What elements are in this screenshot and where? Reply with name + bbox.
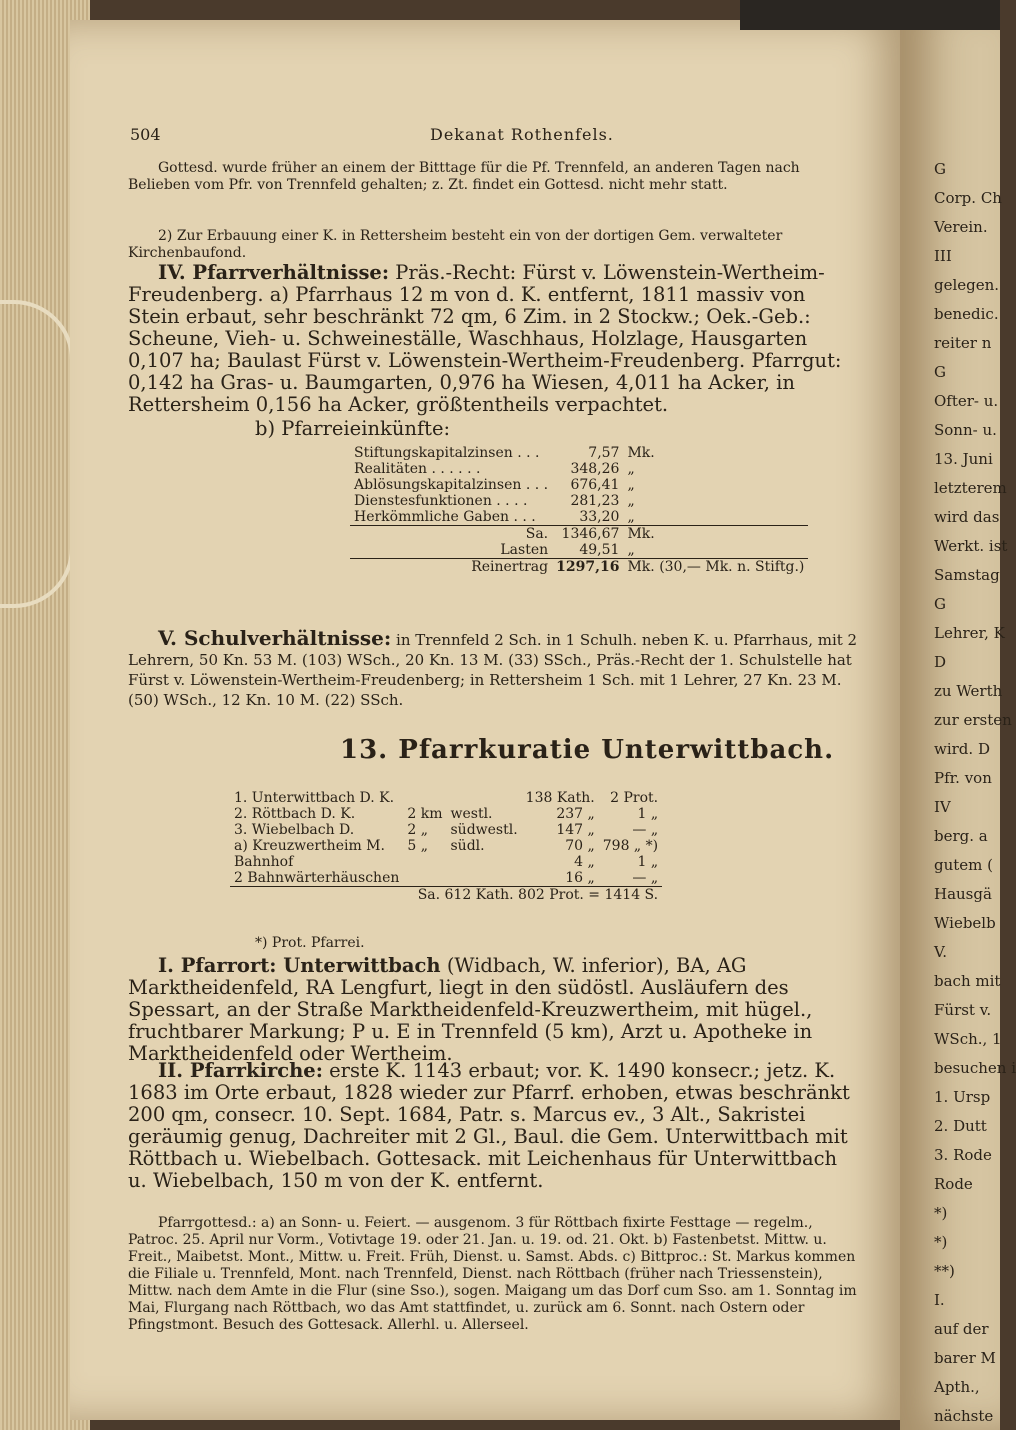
population-row: 2. Röttbach D. K. 2 km westl. 237 „ 1 „	[234, 806, 659, 822]
running-title: Dekanat Rothenfels.	[430, 125, 614, 144]
population-row: 3. Wiebelbach D. 2 „ südwestl. 147 „ — „	[234, 822, 659, 838]
section-13-title: 13. Pfarrkuratie Unterwittbach.	[340, 735, 835, 765]
income-table	[350, 445, 808, 575]
footnote: *) Prot. Pfarrei.	[255, 935, 365, 951]
adjacent-page-fragment: Verein.	[934, 218, 988, 236]
pfarrkirche-label: II. Pfarrkirche:	[158, 1059, 323, 1082]
section-v-text: in Trennfeld 2 Sch. in 1 Schulh. neben K. u. Pfarrhaus, mit 2 Lehrern, 50 Kn. 53 M. (103) WSch., 20 Kn. 13 M. (33) SSch., Präs.-Recht der 1. Schulstelle hat Fürst v. Löwenstein-Wertheim-Freudenberg; in Rettersheim 1 Sch. mit 1 Lehrer, 27 Kn. 23 M. (50) WSch., 12 Kn. 10 M. (22) SSch.	[128, 631, 858, 709]
adjacent-page-fragment: *)	[934, 1233, 948, 1251]
adjacent-page-fragment: 3. Rode	[934, 1146, 992, 1164]
adjacent-page-fragment: Corp. Ch	[934, 189, 1002, 207]
income-row: Realitäten . . . . . . 348,26 „	[354, 461, 635, 477]
adjacent-page-fragment: Apth.,	[934, 1378, 980, 1396]
adjacent-page	[900, 0, 1016, 1430]
pfarrkirche-text: erste K. 1143 erbaut; vor. K. 1490 konsecr.; jetz. K. 1683 im Orte erbaut, 1828 wieder zur Pfarrf. erhoben, etwas beschränkt 200 qm, consecr. 10. Sept. 1684, Patr. s. Marcus ev., 3 Alt., Sakristei geräumig genug, Dachreiter mit 2 Gl., Baul. die Gem. Unterwittbach mit Röttbach u. Wiebelbach. Gottesack. mit Leichenhaus für Unterwittbach u. Wiebelbach, 150 m von der K. entfernt.	[128, 1059, 850, 1192]
adjacent-page-fragment: Pfr. von	[934, 769, 992, 787]
adjacent-page-fragment: III	[934, 247, 952, 265]
adjacent-page-fragment: Wiebelb	[934, 914, 996, 932]
pfarrkirche-paragraph	[128, 1060, 858, 1192]
pfarrort-text: (Widbach, W. inferior), BA, AG Marktheidenfeld, RA Lengfurt, liegt in den südöstl. Ausläufern des Spessart, an der Straße Marktheidenfeld-Kreuzwertheim, mit hügel., fruchtbarer Markung; P u. E in Trennfeld (5 km), Arzt u. Apotheke in Marktheidenfeld oder Wertheim.	[128, 954, 813, 1065]
population-row: 2 Bahnwärterhäuschen 16 „ — „	[234, 870, 659, 886]
adjacent-page-fragment: nächste	[934, 1407, 994, 1425]
adjacent-page-fragment: besuchen i	[934, 1059, 1016, 1077]
adjacent-page-fragment: **)	[934, 1262, 955, 1280]
adjacent-page-fragment: D	[934, 653, 947, 671]
adjacent-page-fragment: WSch., 1	[934, 1030, 1002, 1048]
adjacent-page-fragment: wird. D	[934, 740, 990, 758]
adjacent-page-fragment: G	[934, 595, 946, 613]
adjacent-page-fragment: 13. Juni	[934, 450, 993, 468]
section-iv	[128, 262, 858, 416]
income-row: Stiftungskapitalzinsen . . . 7,57 Mk.	[354, 445, 655, 461]
adjacent-page-fragment: barer M	[934, 1349, 996, 1367]
population-table	[230, 790, 662, 903]
gottesdienst-paragraph: Pfarrgottesd.: a) an Sonn- u. Feiert. — ausgenom. 3 für Röttbach fixirte Festtage — regelm., Patroc. 25. April nur Vorm., Votivtage 19. oder 21. Jan. u. 19. od. 21. Okt. b) Fastenbetst. Mittw. u. Freit., Maibetst. Mont., Mittw. u. Freit. Früh, Dienst. u. Samst. Abds. c) Bittproc.: St. Markus kommen die Filiale u. Trennfeld, Mont. nach Trennfeld, Dienst. nach Röttbach (früher nach Triessenstein), Mittw. nach dem Amte in die Flur (sine Sso.), sogen. Maigang um das Dorf cum Sso. am 1. Sonntag im Mai, Flurgang nach Röttbach, wo das Amt stattfindet, u. zurück am 6. Sonnt. nach Ostern oder Pfingstmont. Besuch des Gottesack. Allerhl. u. Allerseel.	[128, 1215, 857, 1333]
adjacent-page-fragment: V.	[934, 943, 947, 961]
adjacent-page-fragment: bach mit	[934, 972, 1001, 990]
income-row: Herkömmliche Gaben . . . 33,20 „	[354, 509, 635, 525]
income-lasten-row: Lasten 49,51 „	[500, 542, 635, 558]
adjacent-page-fragment: gelegen.	[934, 276, 1000, 294]
section-iv-label: IV. Pfarrverhältnisse:	[158, 261, 390, 284]
pfarrort-paragraph	[128, 955, 858, 1065]
adjacent-page-fragment: letzterem	[934, 479, 1007, 497]
bookmark-ribbon	[0, 300, 74, 608]
adjacent-page-fragment: G	[934, 363, 946, 381]
note-1: Gottesd. wurde früher an einem der Bitttage für die Pf. Trennfeld, an anderen Tagen nach Belieben vom Pfr. von Trennfeld gehalten; z. Zt. findet ein Gottesd. nicht mehr statt.	[128, 160, 800, 193]
note-2: 2) Zur Erbauung einer K. in Rettersheim besteht ein von der dortigen Gem. verwalteter Kirchenbaufond.	[128, 228, 783, 261]
population-total-row: Sa. 612 Kath. 802 Prot. = 1414 S.	[230, 887, 662, 904]
population-row: a) Kreuzwertheim M. 5 „ südl. 70 „ 798 „ *)	[234, 838, 659, 854]
adjacent-page-fragment: 2. Dutt	[934, 1117, 987, 1135]
adjacent-page-fragment: reiter n	[934, 334, 992, 352]
adjacent-page-fragment: zur ersten	[934, 711, 1012, 729]
adjacent-page-fragment: *)	[934, 1204, 948, 1222]
adjacent-page-fragment: Hausgä	[934, 885, 992, 903]
population-row: 1. Unterwittbach D. K. 138 Kath. 2 Prot.	[234, 790, 659, 806]
section-iv-text: Präs.-Recht: Fürst v. Löwenstein-Wertheim-Freudenberg. a) Pfarrhaus 12 m von d. K. entfernt, 1811 massiv von Stein erbaut, sehr beschränkt 72 qm, 6 Zim. in 2 Stockw.; Oek.-Geb.: Scheune, Vieh- u. Schweineställe, Waschhaus, Holzlage, Hausgarten 0,107 ha; Baulast Fürst v. Löwenstein-Wertheim-Freudenberg. Pfarrgut: 0,142 ha Gras- u. Baumgarten, 0,976 ha Wiesen, 4,011 ha Acker, in Rettersheim 0,156 ha Acker, größtentheils verpachtet.	[128, 261, 842, 416]
adjacent-page-fragment: gutem (	[934, 856, 994, 874]
adjacent-page-fragment: wird das	[934, 508, 1000, 526]
adjacent-page-fragment: Lehrer, K	[934, 624, 1005, 642]
income-row: Ablösungskapitalzinsen . . . 676,41 „	[354, 477, 635, 493]
adjacent-page-fragment: Rode	[934, 1175, 973, 1193]
adjacent-page-fragment: I.	[934, 1291, 945, 1309]
adjacent-page-fragment: IV	[934, 798, 951, 816]
adjacent-page-fragment: 1. Ursp	[934, 1088, 991, 1106]
population-row: Bahnhof 4 „ 1 „	[234, 854, 659, 870]
income-title: b) Pfarreieinkünfte:	[255, 417, 451, 440]
income-sum-row: Sa. 1346,67 Mk.	[350, 526, 808, 543]
adjacent-page-fragment: Samstag	[934, 566, 1000, 584]
adjacent-page-fragment: berg. a	[934, 827, 988, 845]
pfarrort-label: I. Pfarrort: Unterwittbach	[158, 954, 441, 977]
scanner-clip	[740, 0, 1000, 30]
income-row: Dienstesfunktionen . . . . 281,23 „	[354, 493, 635, 509]
adjacent-page-fragment: Fürst v.	[934, 1001, 992, 1019]
income-rein-row: Reinertrag 1297,16 Mk. (30,— Mk. n. Stiftg.)	[350, 559, 808, 576]
adjacent-page-fragment: Werkt. ist	[934, 537, 1008, 555]
section-v-label: V. Schulverhältnisse:	[158, 626, 392, 650]
section-v	[128, 628, 858, 710]
adjacent-page-fragment: Ofter- u.	[934, 392, 999, 410]
adjacent-page-fragment: Sonn- u.	[934, 421, 997, 439]
adjacent-page-fragment: auf der	[934, 1320, 989, 1338]
page-number: 504	[130, 125, 161, 144]
adjacent-page-fragment: benedic.	[934, 305, 999, 323]
adjacent-page-fragment: zu Werth	[934, 682, 1003, 700]
adjacent-page-fragment: G	[934, 160, 946, 178]
